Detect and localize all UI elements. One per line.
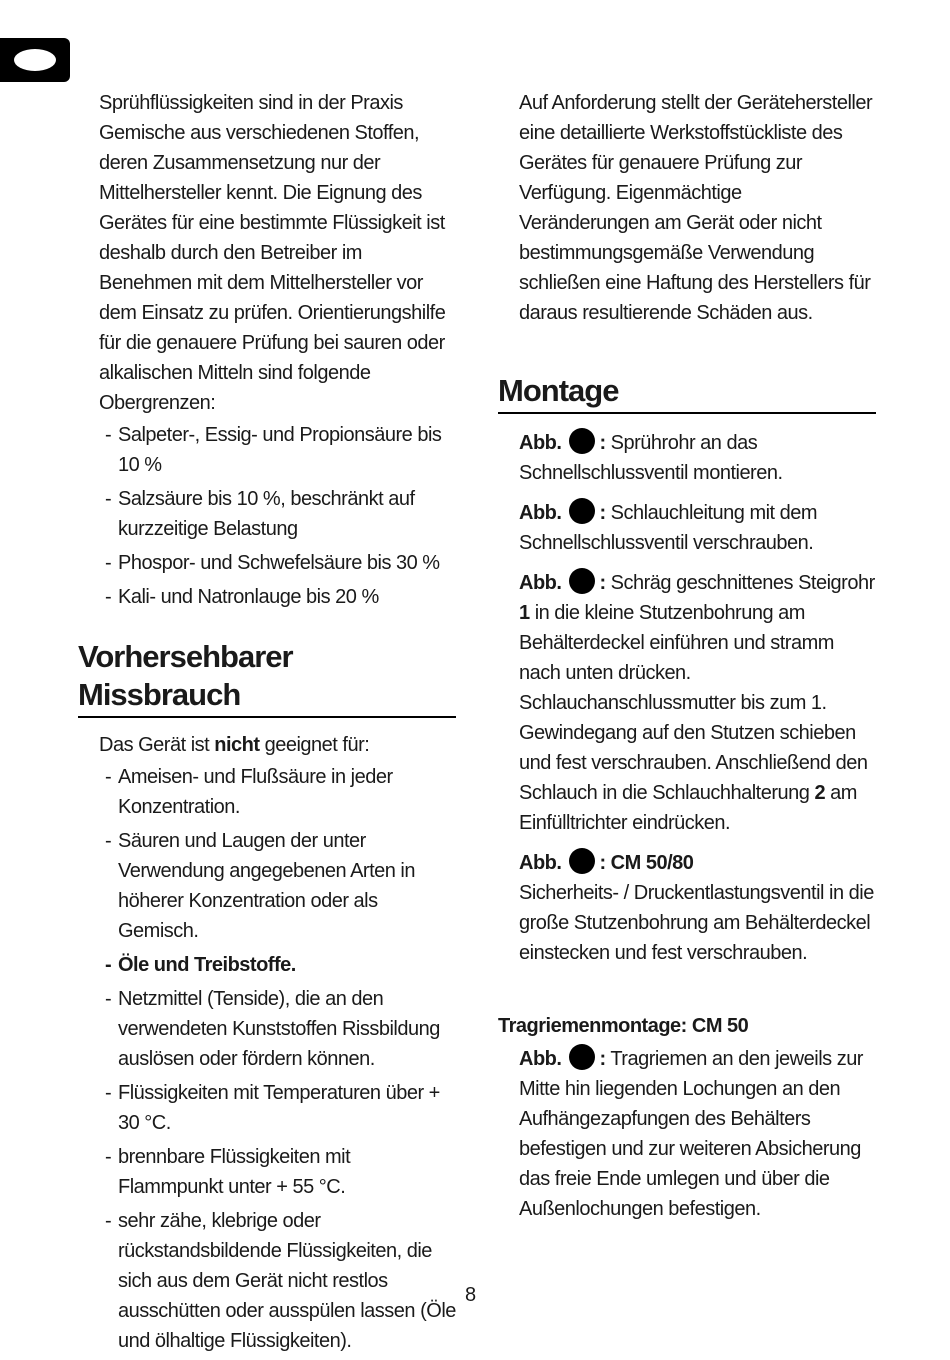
strap-heading: Tragriemenmontage: CM 50 [498, 1015, 749, 1037]
list-item: - Salpeter-, Essig- und Propionsäure bis 10 % [105, 420, 456, 480]
limits-list [78, 420, 456, 612]
abb-colon: : [599, 502, 606, 524]
language-tab-oval [14, 49, 56, 71]
misuse-heading: Vorhersehbarer Missbrauch [78, 638, 456, 718]
strap-steps [498, 1044, 876, 1224]
list-item: - Netzmittel (Tenside), die an den verwendeten Kunststoffen Rissbildung auslösen oder fördern können. [105, 984, 456, 1074]
list-item: - Kali- und Natronlauge bis 20 % [105, 582, 456, 612]
right-column [498, 88, 876, 1234]
part-number: 1 [519, 602, 530, 624]
abb-label: Abb. [519, 432, 562, 454]
figure-marker-icon [569, 498, 595, 524]
abb-label: Abb. [519, 502, 562, 524]
figure-marker-icon [569, 568, 595, 594]
abb-label: Abb. [519, 572, 562, 594]
montage-step-4 [498, 848, 876, 968]
abb-label: Abb. [519, 1048, 562, 1070]
list-item: - Salzsäure bis 10 %, beschränkt auf kurzzeitige Belastung [105, 484, 456, 544]
abb-colon: : [599, 432, 606, 454]
abb-colon: : [599, 572, 606, 594]
step-text: am Einfülltrichter eindrücken. [519, 782, 857, 834]
manufacturer-note: Auf Anforderung stellt der Gerätehersteller eine detaillierte Werkstoffstückliste des Gerätes für genauere Prüfung zur Verfügung. Eigenmächtige Veränderungen am Gerät oder nicht bestimmungsgemäße Verwendung schließen eine Haftung des Herstellers für daraus resultierende Schäden aus. [519, 92, 873, 324]
left-text-block [78, 88, 456, 612]
misuse-list [78, 762, 456, 1356]
list-item: - Öle und Treibstoffe. [105, 950, 456, 980]
montage-step-3 [498, 568, 876, 838]
montage-steps [498, 428, 876, 968]
step-text: Schräg geschnittenes Steigrohr [610, 572, 875, 594]
strap-step [498, 1044, 876, 1224]
list-item: - sehr zähe, klebrige oder rückstandsbildende Flüssigkeiten, die sich aus dem Gerät nicht restlos ausschütten oder ausspülen lassen (Öle und ölhaltige Flüssigkeiten). [105, 1206, 456, 1356]
step-text: Schlauchleitung mit dem Schnellschlussventil verschrauben. [519, 502, 818, 554]
misuse-intro-text: Das Gerät ist [99, 734, 210, 756]
abb-colon: : [599, 852, 606, 874]
misuse-block [78, 730, 456, 1356]
right-intro-block [498, 88, 876, 328]
list-item: - Säuren und Laugen der unter Verwendung angegebenen Arten in höherer Konzentration oder als Gemisch. [105, 826, 456, 946]
step-text: Sicherheits- / Druckentlastungsventil in die große Stutzenbohrung am Behälterdeckel einstecken und fest verschrauben. [519, 882, 874, 964]
list-item: - Flüssigkeiten mit Temperaturen über + 30 °C. [105, 1078, 456, 1138]
figure-marker-icon [569, 848, 595, 874]
montage-step-1 [498, 428, 876, 488]
step-text: in die kleine Stutzenbohrung am Behälterdeckel einführen und stramm nach unten drücken. Schlauchanschlussmutter bis zum 1. Gewindegang auf den Stutzen schieben und fest verschrauben. Anschließend den Schlauch in die Schlauchhalterung [519, 602, 868, 804]
figure-marker-icon [569, 428, 595, 454]
intro-paragraph: Sprühflüssigkeiten sind in der Praxis Gemische aus verschiedenen Stoffen, deren Zusammensetzung nur der Mittelhersteller kennt. Die Eignung des Gerätes für eine bestimmte Flüssigkeit ist deshalb durch den Betreiber im Benehmen mit dem Mittelhersteller vor dem Einsatz zu prüfen. Orientierungshilfe für die genauere Prüfung bei sauren oder alkalischen Mitteln sind folgende Obergrenzen: [99, 92, 446, 414]
misuse-intro [78, 730, 456, 760]
left-column [78, 88, 456, 1360]
page-number: 8 [465, 1284, 477, 1306]
misuse-intro-suffix: geeignet für: [264, 734, 370, 756]
language-tab [0, 38, 70, 82]
model-label: CM 50/80 [610, 852, 694, 874]
figure-marker-icon [569, 1044, 595, 1070]
list-item: - Ameisen- und Flußsäure in jeder Konzentration. [105, 762, 456, 822]
abb-label: Abb. [519, 852, 562, 874]
list-item: - Phospor- und Schwefelsäure bis 30 % [105, 548, 456, 578]
montage-heading: Montage [498, 372, 876, 414]
part-number: 2 [814, 782, 826, 804]
list-item: - brennbare Flüssigkeiten mit Flammpunkt unter + 55 °C. [105, 1142, 456, 1202]
misuse-intro-emphasis: nicht [214, 734, 260, 756]
step-text: Tragriemen an den jeweils zur Mitte hin liegenden Lochungen an den Aufhängezapfungen des Behälters befestigen und zur weiteren Absicherung das freie Ende umlegen und über die Außenlochungen befestigen. [519, 1048, 863, 1220]
montage-step-2 [498, 498, 876, 558]
step-text: Sprührohr an das Schnellschlussventil montieren. [519, 432, 783, 484]
abb-colon: : [599, 1048, 606, 1070]
